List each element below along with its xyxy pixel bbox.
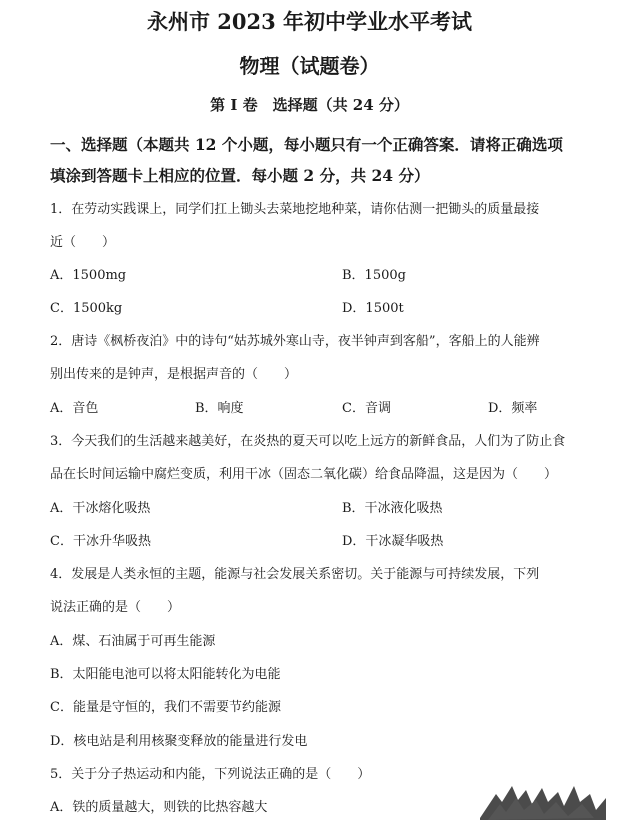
question-stem-line: 4．发展是人类永恒的主题，能源与社会发展关系密切。关于能源与可持续发展，下列 <box>50 567 540 582</box>
option-d: D．核电站是利用核聚变释放的能量进行发电 <box>50 734 308 749</box>
option-c: C．音调 <box>342 401 391 416</box>
question-stem-line: 近（ ） <box>50 235 116 250</box>
question-stem-line: 1．在劳动实践课上，同学们扛上锄头去菜地挖地种菜，请你估测一把锄头的质量最接 <box>50 202 540 217</box>
scribble-mark <box>478 780 608 820</box>
option-d: D．干冰凝华吸热 <box>342 534 444 549</box>
question-stem-line: 5．关于分子热运动和内能，下列说法正确的是（ ） <box>50 767 371 782</box>
section-heading-line1: 一、选择题（本题共 12 个小题，每小题只有一个正确答案．请将正确选项 <box>50 135 563 154</box>
option-d: D．频率 <box>488 401 538 416</box>
section-heading-line2: 填涂到答题卡上相应的位置．每小题 2 分，共 24 分） <box>50 166 430 185</box>
part-heading: 第 I 卷 选择题（共 24 分） <box>210 96 409 114</box>
question-stem-line: 别出传来的是钟声，是根据声音的（ ） <box>50 367 298 382</box>
option-c: C．能量是守恒的，我们不需要节约能源 <box>50 700 281 715</box>
question-stem-line: 2．唐诗《枫桥夜泊》中的诗句“姑苏城外寒山寺，夜半钟声到客船”，客船上的人能辨 <box>50 334 540 349</box>
question-stem-line: 说法正确的是（ ） <box>50 600 181 615</box>
option-c: C．干冰升华吸热 <box>50 534 151 549</box>
option-a: A．煤、石油属于可再生能源 <box>50 634 216 649</box>
exam-title: 永州市 2023 年初中学业水平考试 <box>146 9 473 34</box>
option-a: A．1500mg <box>50 268 127 283</box>
question-stem-line: 品在长时间运输中腐烂变质，利用干冰（固态二氧化碳）给食品降温，这是因为（ ） <box>50 467 558 482</box>
option-b: B．干冰液化吸热 <box>342 501 443 516</box>
option-a: A．音色 <box>50 401 99 416</box>
option-c: C．1500kg <box>50 301 123 316</box>
option-a: A．铁的质量越大，则铁的比热容越大 <box>50 800 268 815</box>
option-b: B．响度 <box>195 401 244 416</box>
option-b: B．太阳能电池可以将太阳能转化为电能 <box>50 667 281 682</box>
exam-subtitle: 物理（试题卷） <box>239 54 380 78</box>
option-d: D．1500t <box>342 301 404 316</box>
question-stem-line: 3．今天我们的生活越来越美好，在炎热的夏天可以吃上远方的新鲜食品，人们为了防止食 <box>50 434 566 449</box>
option-b: B．1500g <box>342 268 406 283</box>
option-a: A．干冰熔化吸热 <box>50 501 151 516</box>
